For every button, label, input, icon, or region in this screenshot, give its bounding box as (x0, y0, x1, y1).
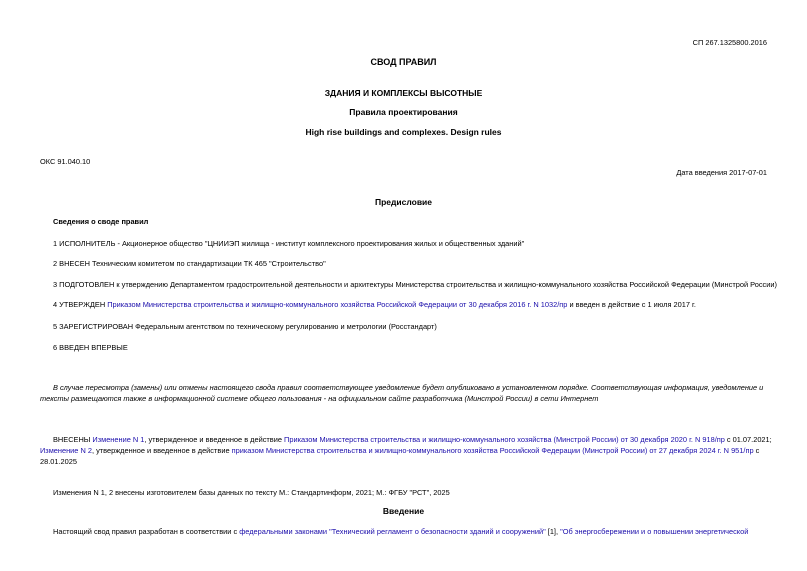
item4-prefix: 4 УТВЕРЖДЕН (53, 300, 108, 309)
foreword-item-1: 1 ИСПОЛНИТЕЛЬ - Акционерное общество "ЦНИИЭП жилища - институт комплексного проектирования жилых и общественных зданий" (53, 239, 525, 248)
foreword-item-2: 2 ВНЕСЕН Техническим комитетом по стандартизации ТК 465 "Строительство" (53, 259, 326, 268)
law-link-2[interactable]: "Об энергосбережении и о повышении энергетической (560, 527, 749, 536)
amendments-prefix: ВНЕСЕНЫ (53, 435, 93, 444)
intro-paragraph (53, 526, 748, 537)
foreword-title: Предисловие (374, 197, 433, 207)
change-2-link[interactable]: Изменение N 2 (40, 446, 92, 455)
amendments-text-3: , утвержденное и введенное в действие (91, 446, 232, 455)
doc-title-en: High rise buildings and complexes. Design rules (305, 127, 502, 137)
foreword-item-4 (53, 299, 696, 310)
amendments-text-4: с (753, 446, 760, 455)
amendments-line-1 (53, 434, 772, 445)
amendments-text-1: , утвержденное и введенное в действие (144, 435, 285, 444)
oks-code: ОКС 91.040.10 (40, 157, 91, 166)
amendments-line-3: 28.01.2025 (40, 457, 77, 466)
approval-order-link[interactable]: Приказом Министерства строительства и жилищно-коммунального хозяйства Российской Федерации от 30 декабря 2016 г. N 1032/пр (107, 300, 568, 309)
amendments-note: Изменения N 1, 2 внесены изготовителем базы данных по тексту М.: Стандартинформ, 2021; М.: ФГБУ "РСТ", 2025 (53, 488, 450, 497)
amendments-line-2 (40, 445, 759, 456)
intro-text: Настоящий свод правил разработан в соответствии с (53, 527, 240, 536)
intro-ref: [1], (545, 527, 561, 536)
change-1-link[interactable]: Изменение N 1 (92, 435, 145, 444)
notice-line-1: В случае пересмотра (замены) или отмены настоящего свода правил соответствующее уведомление будет опубликовано в установленном порядке. Соответствующая информация, уведомление и (53, 383, 764, 392)
intro-title: Введение (382, 506, 425, 516)
intro-date: Дата введения 2017-07-01 (676, 168, 767, 177)
foreword-item-6: 6 ВВЕДЕН ВПЕРВЫЕ (53, 343, 128, 352)
doc-subtitle: Правила проектирования (349, 107, 458, 117)
info-heading: Сведения о своде правил (53, 217, 149, 226)
doc-code: СП 267.1325800.2016 (692, 38, 767, 47)
law-link-1[interactable]: федеральными законами "Технический регламент о безопасности зданий и сооружений" (239, 527, 546, 536)
order-1-link[interactable]: Приказом Министерства строительства и жилищно-коммунального хозяйства (Минстрой России) от 30 декабря 2020 г. N 918/пр (284, 435, 725, 444)
foreword-item-5: 5 ЗАРЕГИСТРИРОВАН Федеральным агентством по техническому регулированию и метрологии (Росстандарт) (53, 322, 437, 331)
doc-title: ЗДАНИЯ И КОМПЛЕКСЫ ВЫСОТНЫЕ (324, 88, 483, 98)
order-2-link[interactable]: приказом Министерства строительства и жилищно-коммунального хозяйства Российской Федерации (Минстрой России) от 27 декабря 2024 г. N 951/пр (231, 446, 754, 455)
notice-line-2: тексты размещаются также в информационной системе общего пользования - на официальном сайте разработчика (Минстрой России) в сети Интернет (40, 394, 599, 403)
amendments-text-2: с 01.07.2021; (724, 435, 772, 444)
doc-heading: СВОД ПРАВИЛ (370, 57, 437, 67)
foreword-item-3: 3 ПОДГОТОВЛЕН к утверждению Департаментом градостроительной деятельности и архитектуры Министерства строительства и жилищно-коммунального хозяйства Российской Федерации (Минстрой России) (53, 280, 777, 289)
item4-suffix: и введен в действие с 1 июля 2017 г. (567, 300, 696, 309)
